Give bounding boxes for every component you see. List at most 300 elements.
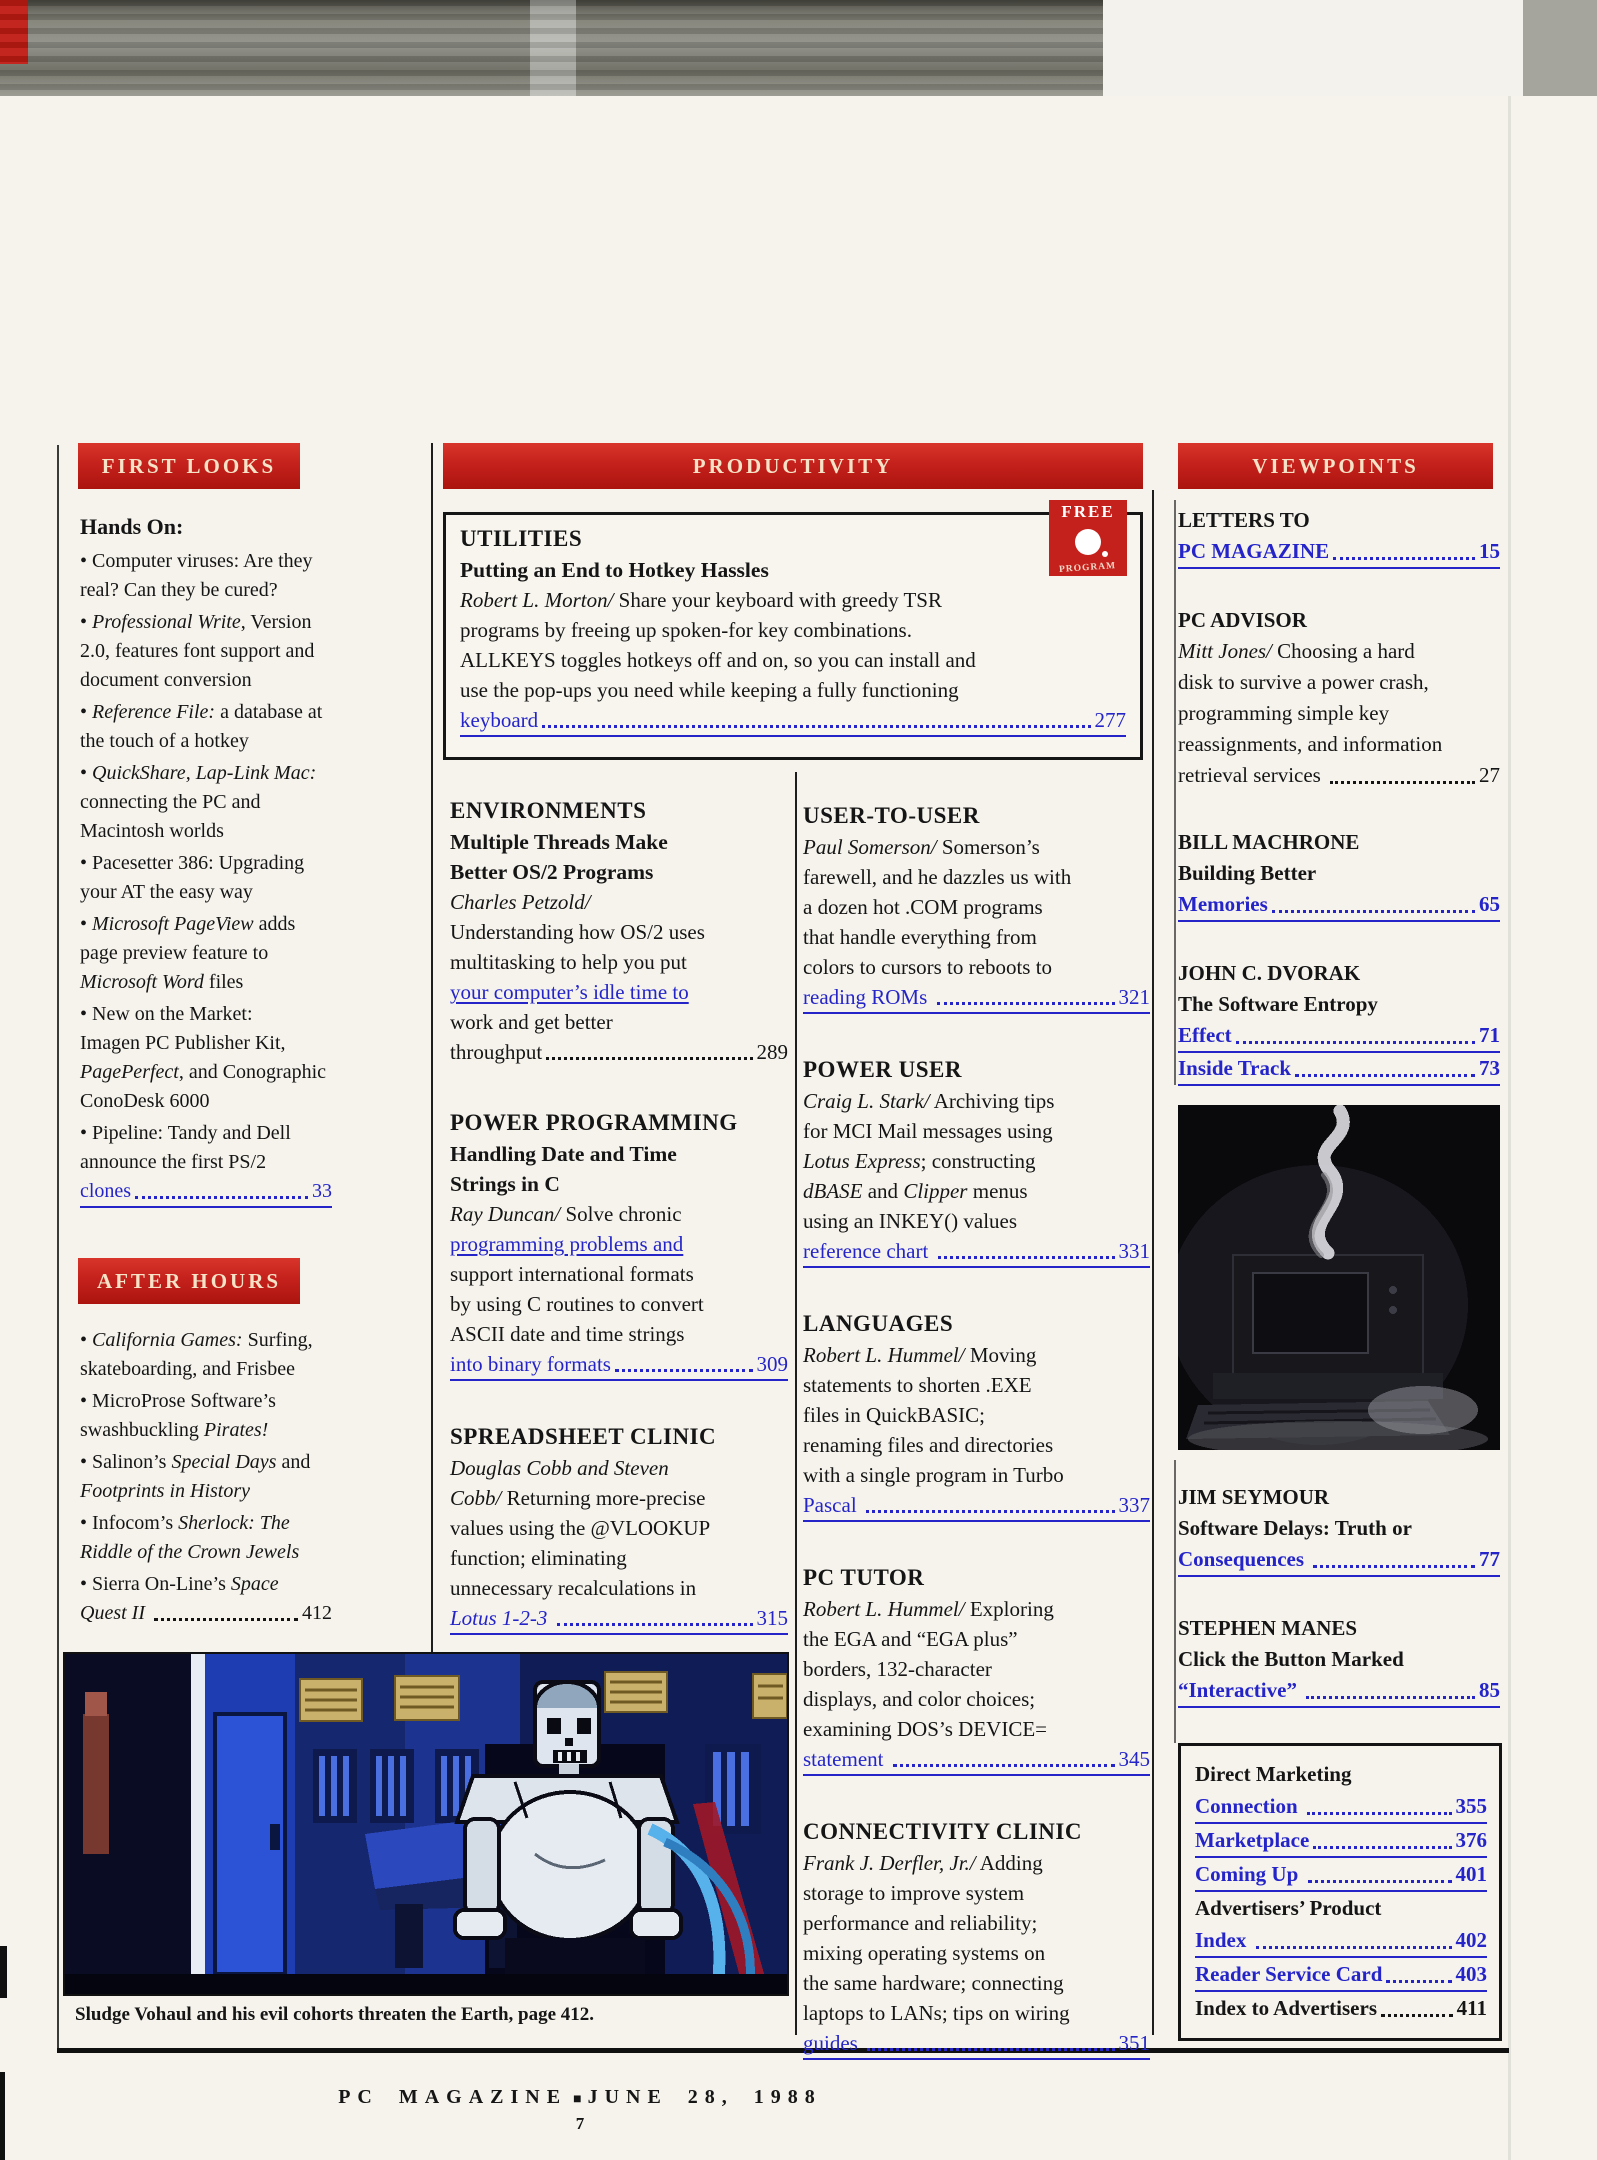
page-link[interactable]: 65 <box>1479 892 1500 916</box>
text-run: JIM SEYMOUR <box>1178 1485 1330 1509</box>
text-line <box>450 1349 788 1381</box>
page-link[interactable]: into binary formats <box>450 1352 611 1376</box>
text-run: document conversion <box>80 669 252 691</box>
text-run: • New on the Market: <box>80 1003 253 1025</box>
toc-section <box>450 1107 788 1381</box>
page-number: 7 <box>575 2114 585 2133</box>
page-link[interactable]: 331 <box>1118 1239 1150 1263</box>
page-link[interactable]: Pascal <box>803 1493 862 1517</box>
dot-leader <box>546 1057 752 1060</box>
text-line <box>80 910 332 939</box>
page-edge-shadow <box>1508 96 1511 2160</box>
page-link[interactable]: 337 <box>1118 1493 1150 1517</box>
text-run: Choosing a hard <box>1271 639 1415 663</box>
text-line <box>450 1543 788 1573</box>
text-line <box>1178 505 1500 536</box>
text-line <box>803 2028 1150 2060</box>
page-link[interactable]: reference chart <box>803 1239 934 1263</box>
text-line <box>803 1878 1150 1908</box>
dot-leader <box>1307 1812 1452 1815</box>
page-link[interactable]: your computer’s idle time to <box>450 980 689 1004</box>
page-link[interactable]: 402 <box>1455 1928 1487 1952</box>
scan-highlight <box>530 0 576 96</box>
text-run: California Games: <box>92 1329 243 1351</box>
text-run: 412 <box>302 1602 332 1624</box>
text-run: The Software Entropy <box>1178 992 1378 1016</box>
text-line <box>1178 667 1500 698</box>
text-line <box>80 1000 332 1029</box>
text-run: • Pacesetter 386: Upgrading <box>80 852 305 874</box>
text-line <box>80 547 332 576</box>
page-footer <box>180 2086 980 2109</box>
page-link[interactable]: Lotus 1-2-3 <box>450 1606 553 1630</box>
text-run: farewell, and he dazzles us with <box>803 865 1072 889</box>
page-link[interactable]: Consequences <box>1178 1547 1310 1571</box>
text-run: Reference File: <box>92 701 216 723</box>
text-run: Craig L. Stark/ <box>803 1089 930 1113</box>
hands-on-heading: Hands On: <box>80 514 184 539</box>
text-run: • Salinon’s <box>80 1451 172 1473</box>
productivity-right-column <box>803 800 1150 2100</box>
list-item <box>80 759 332 846</box>
list-item <box>80 1387 332 1445</box>
column-rule <box>1174 500 1176 1085</box>
dot-leader <box>1330 781 1475 784</box>
smoking-computer-photo <box>1178 1105 1500 1450</box>
text-line <box>1178 827 1500 858</box>
section-kicker: SPREADSHEET CLINIC <box>450 1424 717 1449</box>
text-run: • <box>80 913 93 935</box>
text-line <box>1195 1790 1487 1824</box>
text-line <box>80 939 332 968</box>
text-line <box>1178 605 1500 636</box>
text-line <box>803 892 1150 922</box>
text-run: performance and reliability; <box>803 1911 1038 1935</box>
disk-icon <box>1075 529 1101 555</box>
badge-label-top: FREE <box>1061 502 1115 521</box>
text-line <box>80 759 332 788</box>
text-run: borders, 132-character <box>803 1657 992 1681</box>
text-run: • MicroProse Software’s <box>80 1390 276 1412</box>
text-line <box>80 1119 332 1148</box>
text-run: Robert L. Morton/ <box>460 588 614 612</box>
after-hours-list <box>80 1326 332 1628</box>
text-run: programs by freeing up spoken-for key combinations. <box>460 618 912 642</box>
text-run: • <box>80 701 93 723</box>
page-link[interactable]: PC MAGAZINE <box>1178 539 1330 563</box>
text-line <box>450 1229 788 1259</box>
text-run: • <box>80 611 93 633</box>
header-productivity: PRODUCTIVITY <box>443 443 1143 489</box>
column-rule <box>431 443 433 1652</box>
space-quest-screenshot <box>63 1652 789 1996</box>
text-run: that handle everything from <box>803 925 1037 949</box>
section-kicker: USER-TO-USER <box>803 803 980 828</box>
text-line <box>803 1400 1150 1430</box>
section-kicker: PC TUTOR <box>803 1565 925 1590</box>
text-run: Mitt Jones/ <box>1178 639 1272 663</box>
text-line <box>803 1714 1150 1744</box>
text-line <box>80 1538 332 1567</box>
text-run: adds <box>253 913 296 935</box>
text-run: throughput <box>450 1040 543 1064</box>
text-run: a dozen hot .COM programs <box>803 895 1043 919</box>
toc-section <box>803 1054 1150 1268</box>
text-line <box>80 1599 332 1628</box>
section-kicker: CONNECTIVITY CLINIC <box>803 1819 1082 1844</box>
text-run: Understanding how OS/2 uses <box>450 920 705 944</box>
page-link[interactable]: 85 <box>1479 1678 1500 1702</box>
text-line <box>450 1573 788 1603</box>
text-run: multitasking to help you put <box>450 950 687 974</box>
text-line <box>80 1570 332 1599</box>
text-line <box>1178 760 1500 791</box>
text-line <box>450 1199 788 1229</box>
dot-leader <box>867 2048 1114 2051</box>
text-run: programming simple key <box>1178 701 1390 725</box>
page-link[interactable]: Effect <box>1178 1023 1232 1047</box>
page-link[interactable]: programming problems and <box>450 1232 684 1256</box>
text-run: Douglas Cobb and Steven <box>450 1456 669 1480</box>
text-line <box>80 576 332 605</box>
text-line <box>803 1340 1150 1370</box>
column-rule <box>1174 1460 1176 1743</box>
dot-leader <box>615 1369 753 1372</box>
page-link[interactable]: 351 <box>1118 2031 1150 2055</box>
page-link[interactable]: Coming Up <box>1195 1862 1304 1886</box>
section-title-line: Multiple Threads Make <box>450 830 668 854</box>
text-line <box>1178 1544 1500 1577</box>
page-link[interactable]: Connection <box>1195 1794 1303 1818</box>
list-item <box>80 608 332 695</box>
text-line <box>450 1483 788 1513</box>
page-link[interactable]: 33 <box>312 1180 332 1202</box>
badge-label-bottom: PROGRAM <box>1059 561 1117 575</box>
footer-magazine: PC MAGAZINE <box>338 2086 568 2108</box>
text-run: 411 <box>1456 1996 1487 2020</box>
list-item <box>80 849 332 907</box>
viewpoints-column-top <box>1178 505 1500 1122</box>
text-line <box>803 1684 1150 1714</box>
text-run: PC ADVISOR <box>1178 608 1307 632</box>
page-link[interactable]: 376 <box>1455 1828 1487 1852</box>
text-run: Professional Write <box>92 611 241 633</box>
text-run: Cobb/ <box>450 1486 502 1510</box>
viewpoints-entry <box>1178 505 1500 569</box>
text-line <box>803 1430 1150 1460</box>
column-rule <box>795 772 797 2035</box>
page-link[interactable]: Marketplace <box>1195 1828 1310 1852</box>
text-line <box>1178 636 1500 667</box>
footer-date: JUNE 28, 1988 <box>587 2086 822 2108</box>
text-line <box>1195 1858 1487 1892</box>
text-line <box>80 727 332 756</box>
text-run: by using C routines to convert <box>450 1292 704 1316</box>
dot-leader <box>1381 2014 1453 2017</box>
text-line <box>1178 1513 1500 1544</box>
text-line <box>803 1206 1150 1236</box>
text-line <box>450 1037 788 1067</box>
game-scene-illustration <box>65 1654 787 1994</box>
text-run: LETTERS TO <box>1178 508 1310 532</box>
page-link[interactable]: “Interactive” <box>1178 1678 1303 1702</box>
page-link[interactable]: 15 <box>1479 539 1500 563</box>
text-line <box>803 1848 1150 1878</box>
header-first-looks: FIRST LOOKS <box>78 443 300 489</box>
text-run: Somerson’s <box>936 835 1040 859</box>
text-run: • <box>80 762 93 784</box>
text-line <box>80 1029 332 1058</box>
viewpoints-entry <box>1178 605 1500 791</box>
text-line <box>1178 858 1500 889</box>
page-link[interactable]: 309 <box>756 1352 788 1376</box>
dot-leader <box>938 1256 1115 1259</box>
text-line <box>80 1326 332 1355</box>
text-line <box>80 968 332 997</box>
viewpoints-entry <box>1178 827 1500 922</box>
text-run: ALLKEYS toggles hotkeys off and on, so you can install and <box>460 648 976 672</box>
text-run: renaming files and directories <box>803 1433 1054 1457</box>
text-run: Ray Duncan/ <box>450 1202 561 1226</box>
text-line <box>803 1490 1150 1522</box>
text-run: Advertisers’ Product <box>1195 1896 1382 1920</box>
text-run: Moving <box>964 1343 1037 1367</box>
text-run: 2.0, features font support and <box>80 640 315 662</box>
viewpoints-column-bottom <box>1178 1482 1500 1744</box>
scan-gray-area <box>1523 0 1597 96</box>
text-run: use the pop-ups you need while keeping a fully functioning <box>460 678 959 702</box>
page-link[interactable]: clones <box>80 1180 132 1202</box>
text-run: and <box>276 1451 311 1473</box>
list-item <box>80 1570 332 1628</box>
text-line <box>1178 1675 1500 1708</box>
dot-leader <box>866 1510 1115 1513</box>
text-run: • Pipeline: Tandy and Dell <box>80 1122 291 1144</box>
text-line <box>1178 989 1500 1020</box>
page-link[interactable]: 277 <box>1094 708 1126 732</box>
list-item <box>80 547 332 605</box>
text-run: files in QuickBASIC; <box>803 1403 985 1427</box>
section-title-line: Strings in C <box>450 1172 560 1196</box>
viewpoints-entry <box>1178 1482 1500 1577</box>
text-line <box>80 608 332 637</box>
text-line <box>450 1319 788 1349</box>
scan-edge-mark <box>0 1946 7 1998</box>
footer-rule <box>57 2048 1509 2053</box>
text-run: Index to Advertisers <box>1195 1996 1377 2020</box>
text-run: Surfing, <box>242 1329 313 1351</box>
text-run: disk to survive a power crash, <box>1178 670 1429 694</box>
dot-leader <box>1308 1880 1452 1883</box>
dot-leader <box>1295 1074 1475 1077</box>
image-caption: Sludge Vohaul and his evil cohorts threaten the Earth, page 412. <box>75 2004 595 2025</box>
text-run: colors to cursors to reboots to <box>803 955 1053 979</box>
text-line <box>1178 1020 1500 1053</box>
text-run: skateboarding, and Frisbee <box>80 1358 295 1380</box>
text-run: Adding <box>975 1851 1043 1875</box>
text-line <box>80 1448 332 1477</box>
scan-white-area <box>1103 0 1523 96</box>
section-title: Putting an End to Hotkey Hassles <box>460 558 769 582</box>
text-run: Microsoft Word <box>80 971 204 993</box>
text-run: • Computer viruses: Are they <box>80 550 313 572</box>
scanner-edge-strip <box>0 0 1597 96</box>
text-run: QuickShare, Lap-Link Mac: <box>92 762 317 784</box>
page-link[interactable]: 71 <box>1479 1023 1500 1047</box>
text-run: Direct Marketing <box>1195 1762 1352 1786</box>
text-line <box>1178 1482 1500 1513</box>
list-item <box>80 1448 332 1506</box>
text-line <box>80 637 332 666</box>
text-line <box>80 1509 332 1538</box>
section-kicker: UTILITIES <box>460 526 583 551</box>
dot-leader <box>1236 1041 1475 1044</box>
text-run: • Infocom’s <box>80 1512 179 1534</box>
text-run: dBASE <box>803 1179 863 1203</box>
text-line <box>1178 729 1500 760</box>
text-run: Robert L. Hummel/ <box>803 1597 965 1621</box>
text-run: Special Days <box>171 1451 277 1473</box>
text-line <box>803 952 1150 982</box>
text-line <box>1195 1924 1487 1958</box>
text-line <box>450 1513 788 1543</box>
page-link[interactable]: reading ROMs <box>803 985 933 1009</box>
page-link[interactable]: Memories <box>1178 892 1268 916</box>
section-title-line: Better OS/2 Programs <box>450 860 654 884</box>
first-looks-list <box>80 547 332 1208</box>
text-line <box>450 917 788 947</box>
footer-separator-icon: ■ <box>573 2092 582 2107</box>
page-link[interactable]: 321 <box>1118 985 1150 1009</box>
text-line <box>80 1177 332 1208</box>
text-run: Charles Petzold/ <box>450 890 591 914</box>
text-run: Macintosh worlds <box>80 820 224 842</box>
page-link[interactable]: Index <box>1195 1928 1252 1952</box>
text-line <box>450 1007 788 1037</box>
page-link[interactable]: 403 <box>1455 1962 1487 1986</box>
text-run: ASCII date and time strings <box>450 1322 685 1346</box>
text-line <box>80 788 332 817</box>
text-line <box>803 1654 1150 1684</box>
text-line <box>1178 698 1500 729</box>
page-link[interactable]: 345 <box>1118 1747 1150 1771</box>
toc-section <box>803 1308 1150 1522</box>
text-run: the EGA and “EGA plus” <box>803 1627 1018 1651</box>
toc-section <box>803 1562 1150 1776</box>
text-run: 27 <box>1479 763 1500 787</box>
list-item <box>80 698 332 756</box>
page-link[interactable]: 77 <box>1479 1547 1500 1571</box>
text-line <box>80 1477 332 1506</box>
page-link[interactable]: statement <box>803 1747 889 1771</box>
page-link[interactable]: Inside Track <box>1178 1056 1291 1080</box>
text-run: examining DOS’s DEVICE= <box>803 1717 1047 1741</box>
list-item <box>80 910 332 997</box>
text-line <box>1178 889 1500 922</box>
text-line <box>803 1594 1150 1624</box>
text-run: the touch of a hotkey <box>80 730 249 752</box>
list-item <box>80 1326 332 1384</box>
text-line <box>803 1146 1150 1176</box>
text-run: a database at <box>215 701 323 723</box>
page-link[interactable]: 401 <box>1455 1862 1487 1886</box>
dot-leader <box>1313 1565 1475 1568</box>
toc-section <box>450 1421 788 1635</box>
text-line <box>803 1938 1150 1968</box>
text-line <box>1195 1958 1487 1992</box>
text-line <box>450 1603 788 1635</box>
page-link[interactable]: 73 <box>1479 1056 1500 1080</box>
text-run: with a single program in Turbo <box>803 1463 1064 1487</box>
text-run: for MCI Mail messages using <box>803 1119 1053 1143</box>
page-link[interactable]: guides <box>803 2031 864 2055</box>
page-link[interactable]: Reader Service Card <box>1195 1962 1383 1986</box>
text-line <box>80 698 332 727</box>
list-item <box>80 1000 332 1116</box>
utilities-feature-box <box>443 512 1143 760</box>
text-run: BILL MACHRONE <box>1178 830 1360 854</box>
dot-leader <box>937 1002 1115 1005</box>
text-run: mixing operating systems on <box>803 1941 1046 1965</box>
dot-leader <box>893 1764 1115 1767</box>
text-line <box>1178 1613 1500 1644</box>
index-box-list <box>1195 1758 1487 2024</box>
text-line <box>1195 1758 1487 1790</box>
dot-leader <box>557 1623 753 1626</box>
text-run: Exploring <box>964 1597 1054 1621</box>
text-run: Archiving tips <box>929 1089 1055 1113</box>
text-run: files <box>203 971 244 993</box>
text-line <box>460 705 1126 737</box>
text-run: page preview feature to <box>80 942 269 964</box>
text-run: laptops to LANs; tips on wiring <box>803 2001 1070 2025</box>
scan-red-mark <box>0 0 28 64</box>
text-run: Building Better <box>1178 861 1317 885</box>
text-run: Click the Button Marked <box>1178 1647 1404 1671</box>
text-line <box>1195 1824 1487 1858</box>
text-run: Clipper <box>903 1179 968 1203</box>
section-kicker: POWER USER <box>803 1057 962 1082</box>
text-line <box>460 675 1126 705</box>
text-run: Sherlock: The <box>178 1512 290 1534</box>
text-run: • <box>80 1329 93 1351</box>
text-run: Frank J. Derfler, Jr./ <box>803 1851 976 1875</box>
text-line <box>803 1624 1150 1654</box>
text-run: ; constructing <box>920 1149 1036 1173</box>
text-run: Quest II <box>80 1602 150 1624</box>
list-item <box>80 1509 332 1567</box>
text-run: using an INKEY() values <box>803 1209 1018 1233</box>
page-link[interactable]: 315 <box>756 1606 788 1630</box>
text-line <box>1195 1992 1487 2024</box>
header-after-hours: AFTER HOURS <box>78 1258 300 1304</box>
text-line <box>1178 1644 1500 1675</box>
page-fold-line <box>57 445 59 2048</box>
text-run: ConoDesk 6000 <box>80 1090 210 1112</box>
index-box <box>1178 1743 1502 2041</box>
text-line <box>80 666 332 695</box>
toc-section <box>803 800 1150 1014</box>
viewpoints-entry <box>1178 1613 1500 1708</box>
list-item <box>80 1119 332 1208</box>
page-link[interactable]: keyboard <box>460 708 539 732</box>
page-link[interactable]: 355 <box>1455 1794 1487 1818</box>
toc-section <box>803 1816 1150 2060</box>
text-run: Returning more-precise <box>501 1486 706 1510</box>
dot-leader <box>1256 1946 1452 1949</box>
text-line <box>450 1289 788 1319</box>
text-run: Lotus Express <box>803 1149 921 1173</box>
